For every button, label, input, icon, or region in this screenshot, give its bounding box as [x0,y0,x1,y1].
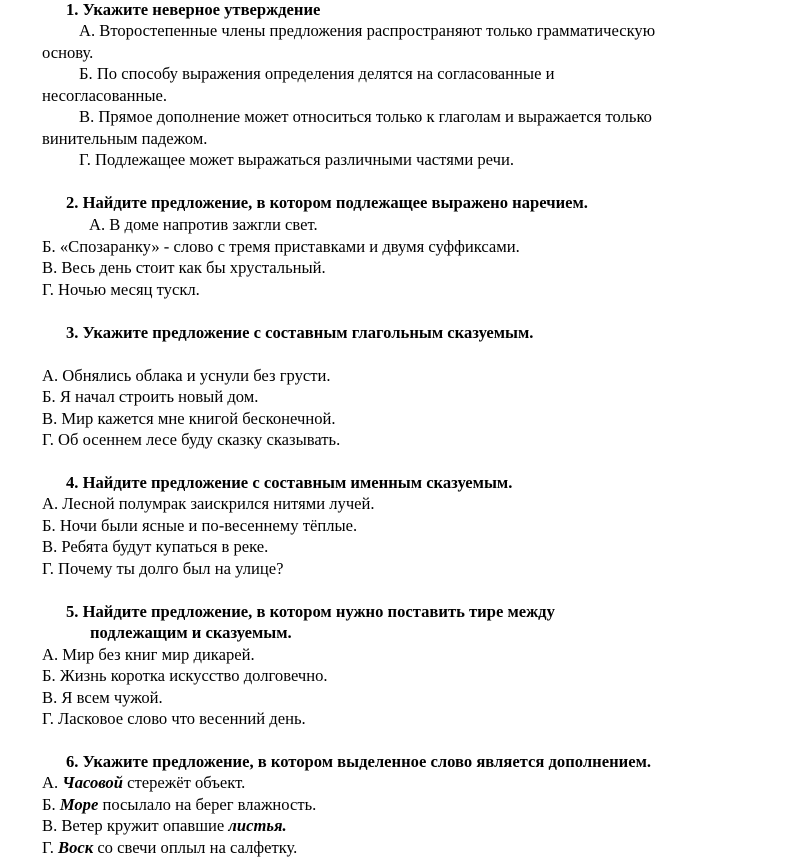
question-1-option-c: В. Прямое дополнение может относиться только к глаголам и выражается только [79,107,652,126]
question-1-option-a-cont: основу. [42,43,94,62]
question-5-option-a: А. Мир без книг мир дикарей. [42,645,255,664]
question-5-title: 5. Найдите предложение, в котором нужно поставить тире между [66,602,555,621]
highlighted-word: Море [59,795,99,814]
question-2-option-b: Б. «Спозаранку» - слово с тремя приставками и двумя суффиксами. [42,237,520,256]
question-6-title: 6. Укажите предложение, в котором выделенное слово является дополнением. [66,752,652,771]
question-3-option-d: Г. Об осеннем лесе буду сказку сказывать. [42,430,341,449]
question-6-option-c [42,815,287,836]
question-5-option-d: Г. Ласковое слово что весенний день. [42,709,306,728]
question-3-option-a: А. Обнялись облака и уснули без грусти. [42,366,331,385]
option-prefix: В. Ветер кружит опавшие [42,816,229,835]
question-1-option-b: Б. По способу выражения определения делятся на согласованные и [79,64,555,83]
question-1-option-d: Г. Подлежащее может выражаться различными частями речи. [79,150,514,169]
question-6-option-d [42,837,297,858]
question-4-option-a: А. Лесной полумрак заискрился нитями лучей. [42,494,375,513]
question-1-option-b-cont: несогласованные. [42,86,167,105]
question-5-option-c: В. Я всем чужой. [42,688,163,707]
option-rest: со свечи оплыл на салфетку. [93,838,298,857]
option-prefix: А. [42,773,63,792]
highlighted-word: Воск [58,838,94,857]
question-2-option-c: В. Весь день стоит как бы хрустальный. [42,258,326,277]
question-6-option-b [42,794,316,815]
question-2-option-a: А. В доме напротив зажгли свет. [89,215,318,234]
option-rest: посылало на берег влажность. [98,795,317,814]
highlighted-word: листья. [228,816,287,835]
question-3-option-c: В. Мир кажется мне книгой бесконечной. [42,409,336,428]
question-2-option-d: Г. Ночью месяц тускл. [42,280,200,299]
question-4-title: 4. Найдите предложение с составным именным сказуемым. [66,473,513,492]
question-3-title: 3. Укажите предложение с составным глагольным сказуемым. [66,323,534,342]
question-6-option-a [42,772,245,793]
question-4-option-c: В. Ребята будут купаться в реке. [42,537,269,556]
option-prefix: Г. [42,838,59,857]
question-5-option-b: Б. Жизнь коротка искусство долговечно. [42,666,328,685]
option-prefix: Б. [42,795,60,814]
question-1-title: 1. Укажите неверное утверждение [66,0,321,19]
question-5-title-cont: подлежащим и сказуемым. [90,623,292,642]
question-3-option-b: Б. Я начал строить новый дом. [42,387,259,406]
highlighted-word: Часовой [62,773,123,792]
question-4-option-d: Г. Почему ты долго был на улице? [42,559,284,578]
option-rest: стережёт объект. [122,773,246,792]
question-1-option-a: А. Второстепенные члены предложения распространяют только грамматическую [79,21,656,40]
question-4-option-b: Б. Ночи были ясные и по-весеннему тёплые. [42,516,358,535]
question-1-option-c-cont: винительным падежом. [42,129,208,148]
question-2-title: 2. Найдите предложение, в котором подлежащее выражено наречием. [66,193,588,212]
